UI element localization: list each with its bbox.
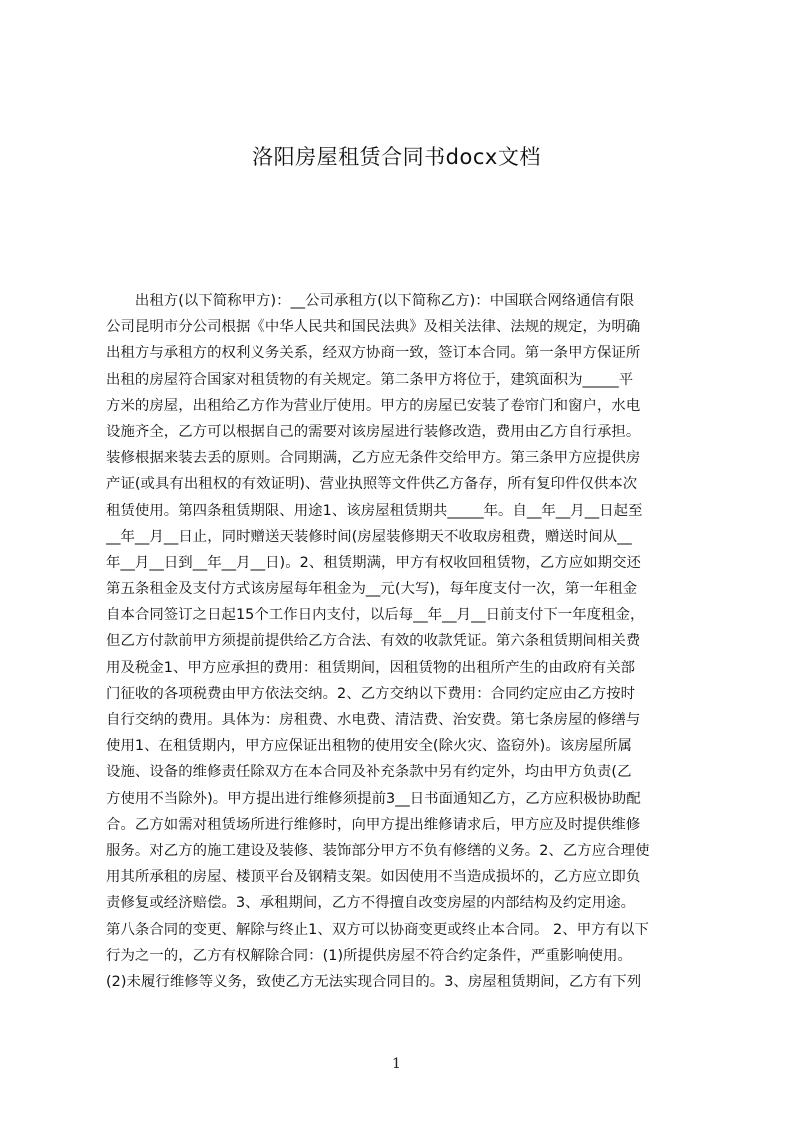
body-line: 年__月__日到__年__月__日)。2、租赁期满，甲方有权收回租赁物，乙方应如期交还 (106, 554, 641, 571)
body-line: 方米的房屋，出租给乙方作为营业厅使用。甲方的房屋已安装了卷帘门和窗户，水电 (106, 397, 641, 414)
body-line: (2)未履行维修等义务，致使乙方无法实现合同目的。3、房屋租赁期间，乙方有下列 (106, 973, 642, 990)
body-line: 责修复或经济赔偿。3、承租期间，乙方不得擅自改变房屋的内部结构及约定用途。 (106, 895, 636, 912)
body-line: 行为之一的，乙方有权解除合同：(1)所提供房屋不符合约定条件，严重影响使用。 (106, 947, 632, 964)
body-line: 装修根据来装去丢的原则。合同期满，乙方应无条件交给甲方。第三条甲方应提供房 (106, 450, 641, 467)
body-line: 自本合同签订之日起15个工作日内支付，以后每__年__月__日前支付下一年度租金， (106, 607, 645, 624)
body-line: 门征收的各项税费由甲方依法交纳。2、乙方交纳以下费用：合同约定应由乙方按时 (106, 685, 636, 702)
body-line: 产证(或具有出租权的有效证明)、营业执照等文件供乙方备存，所有复印件仅供本次 (106, 476, 638, 493)
body-line: 出租方与承租方的权利义务关系，经双方协商一致，签订本合同。第一条甲方保证所 (106, 345, 641, 362)
body-line: __年__月__日止，同时赠送天装修时间(房屋装修期天不收取房租费，赠送时间从__ (106, 528, 632, 545)
body-line: 设施齐全，乙方可以根据自己的需要对该房屋进行装修改造，费用由乙方自行承担。 (106, 423, 641, 440)
document-title: 洛阳房屋租赁合同书docx文档 (252, 145, 541, 169)
body-line: 但乙方付款前甲方须提前提供给乙方合法、有效的收款凭证。第六条租赁期间相关费 (106, 633, 641, 650)
page-number: 1 (392, 1056, 401, 1072)
body-line: 租赁使用。第四条租赁期限、用途1、该房屋租赁期共_____年。自__年__月__日起至 (106, 502, 643, 519)
body-line: 公司昆明市分公司根据《中华人民共和国民法典》及相关法律、法规的规定，为明确 (106, 319, 641, 336)
body-line: 方使用不当除外)。甲方提出进行维修须提前3__日书面通知乙方，乙方应积极协助配 (106, 790, 641, 807)
body-line: 第五条租金及支付方式该房屋每年租金为__元(大写)，每年度支付一次，第一年租金 (106, 581, 638, 598)
body-line: 用其所承租的房屋、楼顶平台及钢精支架。如因使用不当造成损坏的，乙方应立即负 (106, 869, 641, 886)
body-line: 第八条合同的变更、解除与终止1、双方可以协商变更或终止本合同。 2、甲方有以下 (106, 921, 649, 938)
body-line: 服务。对乙方的施工建设及装修、装饰部分甲方不负有修缮的义务。2、乙方应合理使 (106, 842, 650, 859)
body-line: 出租方(以下简称甲方)：__公司承租方(以下简称乙方)：中国联合网络通信有限 (106, 293, 635, 309)
body-line: 设施、设备的维修责任除双方在本合同及补充条款中另有约定外，均由甲方负责(乙 (106, 764, 632, 781)
contract-body (106, 288, 698, 1022)
body-line: 合。乙方如需对租赁场所进行维修时，向甲方提出维修请求后，甲方应及时提供维修 (106, 816, 641, 833)
body-line: 使用1、在租赁期内，甲方应保证出租物的使用安全(除火灾、盗窃外)。该房屋所属 (106, 738, 632, 755)
body-line: 自行交纳的费用。具体为：房租费、水电费、清洁费、治安费。第七条房屋的修缮与 (106, 712, 641, 728)
body-line: 出租的房屋符合国家对租赁物的有关规定。第二条甲方将位于，建筑面积为_____平 (106, 371, 634, 388)
body-line: 用及税金1、甲方应承担的费用：租赁期间，因租赁物的出租所产生的由政府有关部 (106, 659, 636, 676)
